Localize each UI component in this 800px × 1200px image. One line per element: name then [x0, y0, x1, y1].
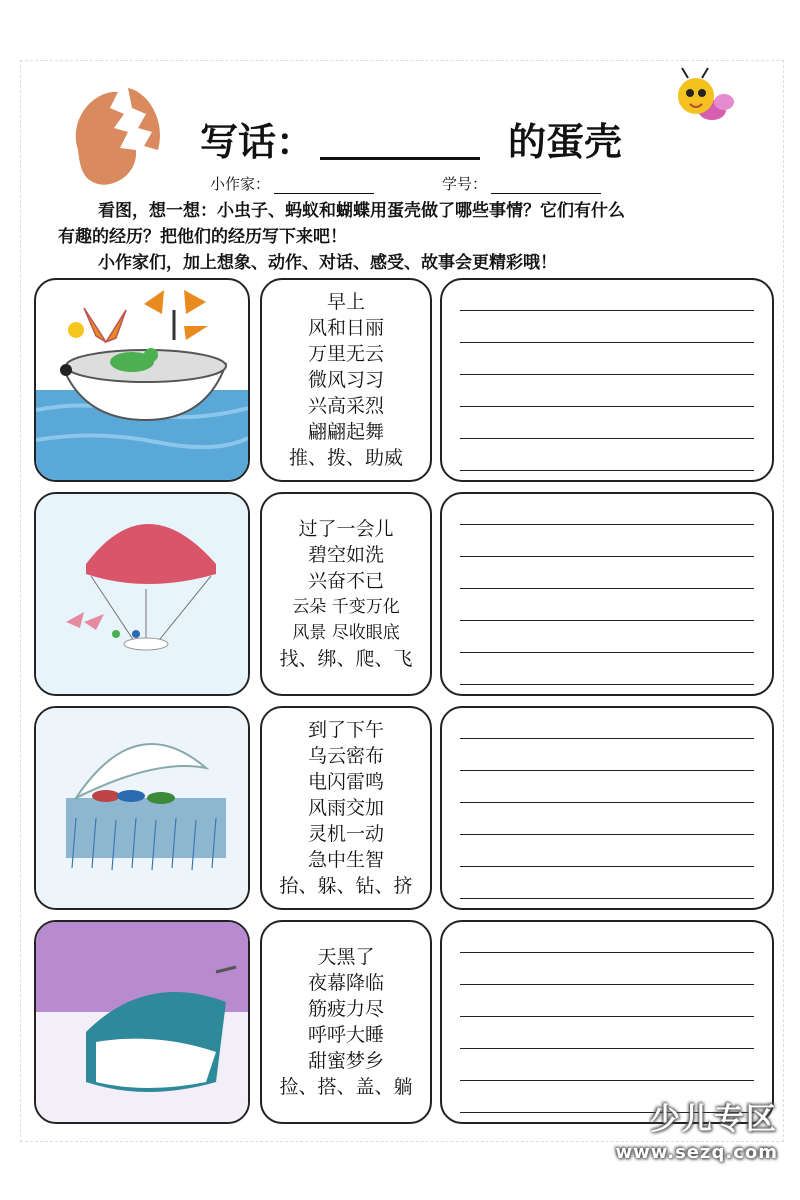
instruction-line-1: 看图，想一想：小虫子、蚂蚁和蝴蝶用蛋壳做了哪些事情？它们有什么	[98, 201, 625, 221]
morning-illustration	[34, 278, 250, 482]
worksheet-title	[200, 108, 680, 168]
word-item: 筋疲力尽	[307, 998, 384, 1020]
title-suffix: 的蛋壳	[508, 118, 623, 164]
watermark-name: 少儿专区	[650, 1102, 778, 1137]
word-item: 兴高采烈	[307, 395, 384, 417]
word-item: 夜幕降临	[307, 972, 384, 994]
word-item: 风雨交加	[307, 797, 384, 819]
word-item: 碧空如洗	[307, 544, 384, 566]
rain-word-bank	[260, 706, 432, 910]
instruction-line-2: 有趣的经历？把他们的经历写下来吧！	[58, 227, 347, 247]
word-item: 找、绑、爬、飞	[279, 648, 413, 670]
night-word-bank	[260, 920, 432, 1124]
writing-area-3[interactable]	[440, 706, 774, 910]
word-item: 微风习习	[307, 369, 384, 391]
student-info	[210, 170, 610, 194]
word-item: 天黑了	[317, 946, 375, 968]
watermark-url: www.sezq.com	[615, 1142, 778, 1163]
word-item: 万里无云	[307, 343, 384, 365]
word-item: 到了下午	[307, 719, 384, 741]
word-item: 乌云密布	[307, 745, 384, 767]
story-row-1	[34, 278, 774, 484]
word-item: 捡、搭、盖、躺	[279, 1076, 413, 1098]
word-item: 风景 尽收眼底	[292, 623, 400, 643]
word-item: 电闪雷鸣	[307, 771, 384, 793]
word-item: 过了一会儿	[298, 518, 394, 540]
student-no-label: 学号：	[442, 175, 488, 193]
night-illustration	[34, 920, 250, 1124]
word-item: 抬、躲、钻、挤	[279, 875, 413, 897]
title-prefix: 写话：	[200, 118, 315, 164]
word-item: 云朵 千变万化	[292, 597, 400, 617]
cracked-egg-icon	[58, 80, 178, 190]
student-no-field[interactable]	[491, 177, 601, 194]
word-item: 兴奋不已	[307, 570, 384, 592]
afternoon-sky-word-bank	[260, 492, 432, 696]
morning-word-bank	[260, 278, 432, 482]
instruction-line-3: 小作家们，加上想象、动作、对话、感受、故事会更精彩哦！	[98, 253, 557, 273]
author-label: 小作家：	[210, 175, 271, 193]
writing-area-1[interactable]	[440, 278, 774, 482]
word-item: 呼呼大睡	[307, 1024, 384, 1046]
word-item: 推、拨、助威	[288, 447, 403, 469]
author-field[interactable]	[274, 177, 374, 194]
word-item: 甜蜜梦乡	[307, 1050, 384, 1072]
story-row-2	[34, 492, 774, 698]
rain-illustration	[34, 706, 250, 910]
word-item: 早上	[326, 291, 365, 313]
story-row-3	[34, 706, 774, 912]
word-item: 翩翩起舞	[307, 421, 384, 443]
word-item: 急中生智	[307, 849, 384, 871]
watermark	[558, 1094, 778, 1174]
word-item: 灵机一动	[307, 823, 384, 845]
title-blank[interactable]	[320, 117, 480, 160]
writing-area-2[interactable]	[440, 492, 774, 696]
word-item: 风和日丽	[307, 317, 384, 339]
balloon-illustration	[34, 492, 250, 696]
